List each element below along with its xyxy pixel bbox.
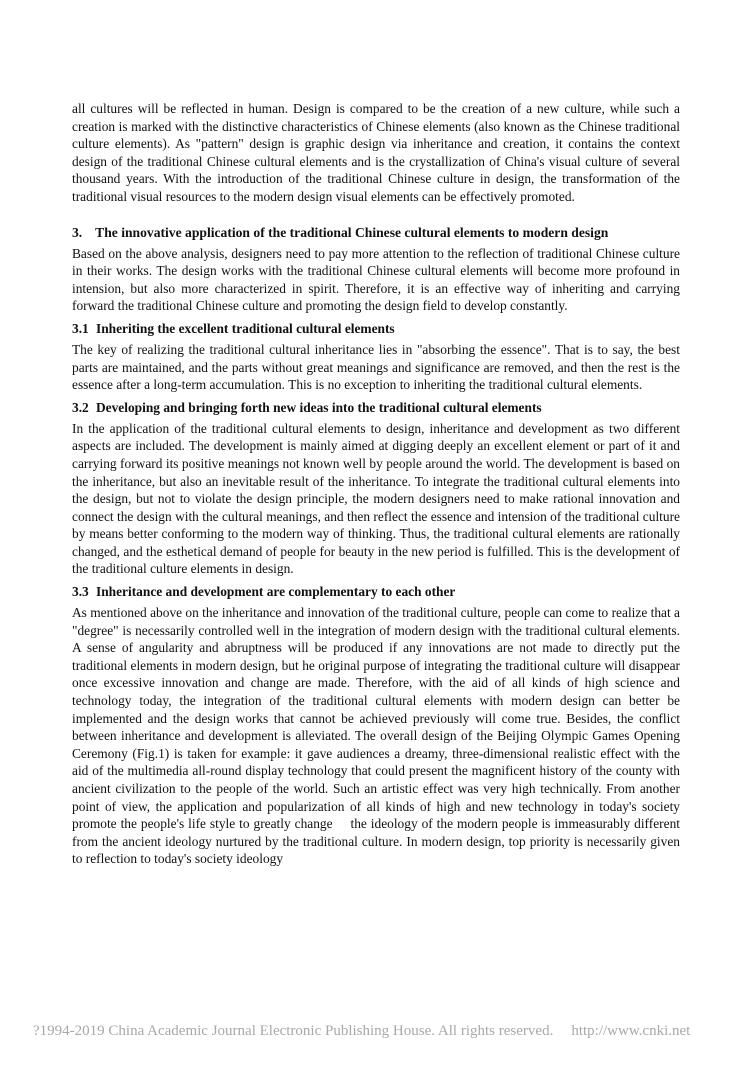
copyright-text: ?1994-2019 China Academic Journal Electronic Publishing House. All rights reserved. (33, 1023, 554, 1039)
section-number: 3. (72, 224, 83, 240)
section-3-heading (72, 224, 680, 242)
section-title: The innovative application of the traditional Chinese cultural elements to modern design (95, 224, 609, 240)
subsection-3-3-heading (72, 583, 680, 601)
copyright-footer (33, 1023, 690, 1040)
subsection-title: Inheritance and development are complementary to each other (96, 584, 456, 600)
footer-url-link[interactable]: http://www.cnki.net (571, 1023, 691, 1039)
subsection-3-1-heading (72, 320, 680, 338)
intro-paragraph: all cultures will be reflected in human. Design is compared to be the creation of a new culture, while such a creation is marked with the distinctive characteristics of Chinese elements (also known as the Chinese traditional culture elements). As "pattern" design is graphic design via inheritance and creation, it contains the context design of the traditional Chinese cultural elements and is the crystallization of China's visual culture of several thousand years. With the introduction of the traditional Chinese culture in design, the transformation of the traditional visual resources to the modern design visual elements can be effectively promoted. (72, 101, 680, 204)
subsection-title: Inheriting the excellent traditional cultural elements (96, 320, 395, 336)
subsection-number: 3.1 (72, 320, 89, 336)
subsection-number: 3.3 (72, 584, 89, 600)
subsection-number: 3.2 (72, 399, 89, 415)
subsection-3-1-paragraph: The key of realizing the traditional cultural inheritance lies in "absorbing the essence". That is to say, the best parts are maintained, and the parts without great meanings and significance are removed, and then the rest is the essence after a long-term accumulation. This is no exception to inheriting the traditional cultural elements. (72, 341, 680, 393)
subsection-3-3-paragraph: As mentioned above on the inheritance and innovation of the traditional culture, people can come to realize that a "degree" is necessarily controlled well in the integration of modern design with the traditional cultural elements. A sense of angularity and abruptness will be produced if any innovations are not made to directly put the traditional elements in modern design, but he original purpose of integrating the traditional culture will disappear once excessive innovation and change are made. Therefore, with the aid of all kinds of high science and technology today, the integration of the traditional cultural elements with modern design can better be implemented and the design works that cannot be achieved previously will come true. Besides, the conflict between inheritance and development is alleviated. The overall design of the Beijing Olympic Games Opening Ceremony (Fig.1) is taken for example: it gave audiences a dreamy, three-dimensional realistic effect with the aid of the multimedia all-round display technology that could present the magnificent history of the county with ancient civilization to the people of the world. Such an artistic effect was very high technically. From another point of view, the application and popularization of all kinds of high and new technology in today's society promote the people's life style to greatly change the ideology of the modern people is immeasurably different from the ancient ideology nurtured by the traditional culture. In modern design, top priority is necessarily given to reflection to today's society ideology (72, 605, 680, 867)
paper-page (72, 100, 680, 868)
subsection-3-2-paragraph: In the application of the traditional cultural elements to design, inheritance and development as two different aspects are included. The development is mainly aimed at digging deeply an excellent element or part of it and carrying forward its positive meanings not known well by people around the world. The development is based on the inheritance, but also an inevitable result of the inheritance. To integrate the traditional cultural elements into the design, but not to violate the design principle, the modern designers need to make rational innovation and connect the design with the cultural meanings, and then reflect the essence and intension of the traditional culture by means better conforming to the modern way of thinking. Thus, the traditional cultural elements are rationally changed, and the esthetical demand of people for beauty in the new period is fulfilled. This is the development of the traditional culture elements in design. (72, 420, 680, 577)
subsection-title: Developing and bringing forth new ideas into the traditional cultural elements (96, 399, 542, 415)
subsection-3-2-heading (72, 399, 680, 417)
section-3-paragraph: Based on the above analysis, designers need to pay more attention to the reflection of traditional Chinese culture in their works. The design works with the traditional Chinese cultural elements will become more profound in intension, but also more characterized in spirit. Therefore, it is an effective way of inheriting and carrying forward the traditional Chinese culture and promoting the design field to develop constantly. (72, 245, 680, 314)
